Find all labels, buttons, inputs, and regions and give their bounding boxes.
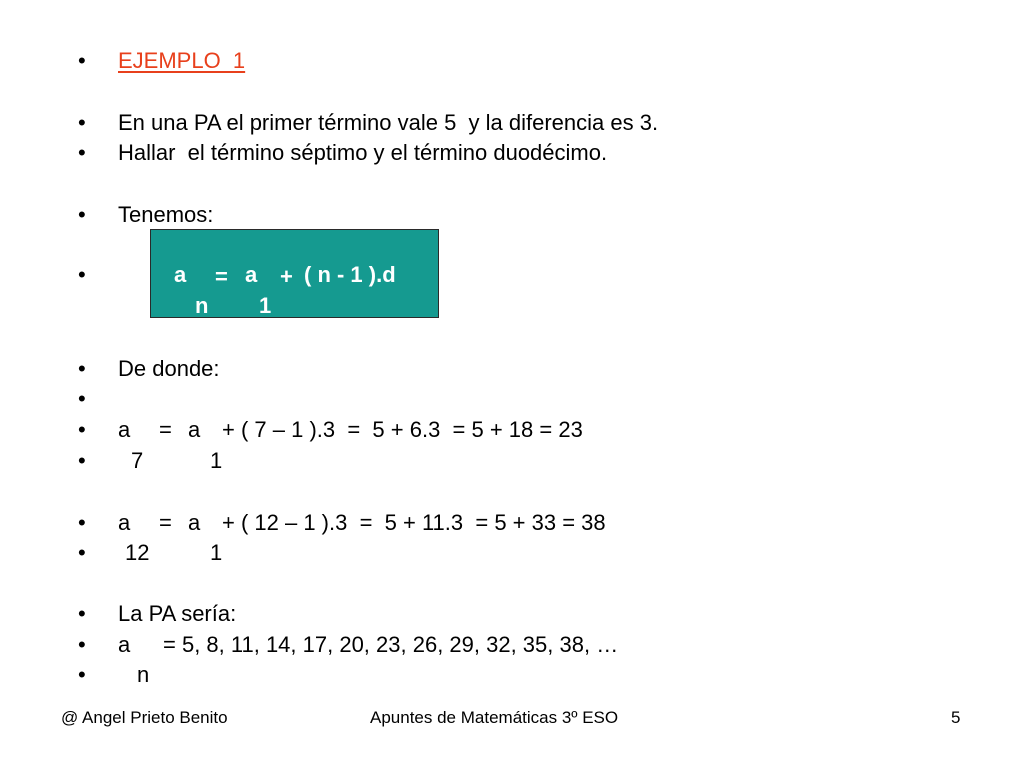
bullet: • (78, 386, 86, 411)
bullet: • (78, 540, 86, 565)
calc7-a1: a (188, 417, 201, 442)
calc12-sub-left: 12 (125, 540, 150, 565)
sequence-values: = 5, 8, 11, 14, 17, 20, 23, 26, 29, 32, 35, 38, … (163, 632, 619, 657)
calc7-rest: + ( 7 – 1 ).3 = 5 + 6.3 = 5 + 18 = 23 (222, 417, 583, 442)
pa-label: La PA sería: (118, 601, 237, 626)
calc7-sub-right: 1 (210, 448, 223, 473)
bullet: • (78, 417, 86, 442)
formula-sub-n: n (195, 293, 209, 318)
bullet: • (78, 356, 86, 381)
statement-line-2: Hallar el término séptimo y el término duodécimo. (118, 140, 608, 165)
bullet: • (78, 601, 86, 626)
footer-course: Apuntes de Matemáticas 3º ESO (370, 708, 619, 727)
formula-box (150, 229, 439, 318)
tenemos-label: Tenemos: (118, 202, 214, 227)
sequence-a: a (118, 632, 131, 657)
calc12-a: a (118, 510, 131, 535)
calc12-sub-right: 1 (210, 540, 223, 565)
bullet: • (78, 632, 86, 657)
formula-plus: + (280, 264, 293, 289)
calc7-sub-left: 7 (131, 448, 144, 473)
slide-title: EJEMPLO 1 (118, 48, 246, 73)
formula-equals: = (215, 264, 228, 289)
bullet: • (78, 510, 86, 535)
calc7-a: a (118, 417, 131, 442)
sequence-sub-n: n (137, 662, 150, 687)
footer-page-number: 5 (951, 708, 961, 727)
formula-a-1: a (245, 262, 258, 287)
bullet: • (78, 662, 86, 687)
bullet: • (78, 110, 86, 135)
formula-a-n: a (174, 262, 187, 287)
bullet: • (78, 140, 86, 165)
bullet: • (78, 48, 86, 73)
statement-line-1: En una PA el primer término vale 5 y la diferencia es 3. (118, 110, 659, 135)
calc12-a1: a (188, 510, 201, 535)
bullet: • (78, 448, 86, 473)
footer-author: @ Angel Prieto Benito (61, 708, 228, 727)
bullet: • (78, 262, 86, 287)
de-donde-label: De donde: (118, 356, 220, 381)
formula-rest: ( n - 1 ).d (304, 262, 396, 287)
calc12-rest: + ( 12 – 1 ).3 = 5 + 11.3 = 5 + 33 = 38 (222, 510, 606, 535)
calc7-equals: = (159, 417, 172, 442)
formula-sub-1: 1 (259, 293, 272, 318)
calc12-equals: = (159, 510, 172, 535)
bullet: • (78, 202, 86, 227)
